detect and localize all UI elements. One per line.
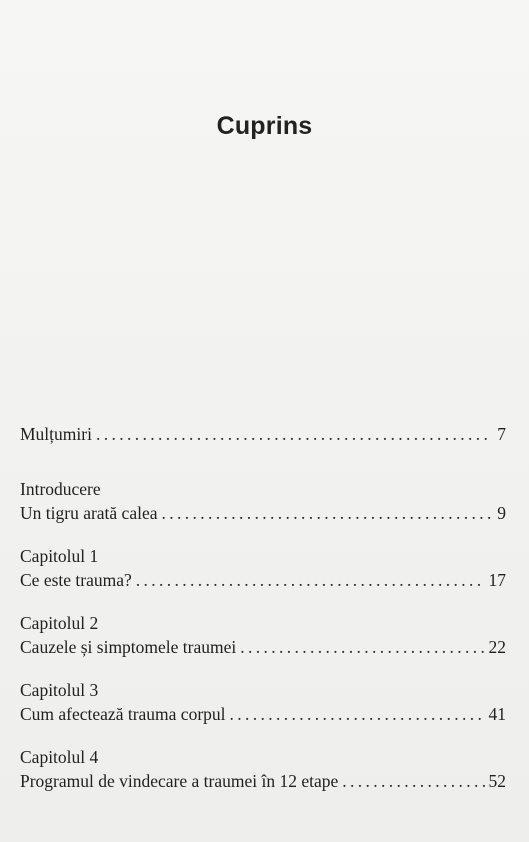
dot-leader xyxy=(96,422,492,446)
toc-page-number: 22 xyxy=(488,637,506,657)
table-of-contents xyxy=(20,422,506,812)
dot-leader xyxy=(230,702,485,726)
toc-entry-title: Cauzele și simptomele traumei xyxy=(20,637,237,657)
toc-chapter-label: Capitolul 1 xyxy=(20,546,99,566)
toc-page-number: 41 xyxy=(488,704,506,724)
toc-line xyxy=(20,702,506,726)
toc-entry-chapter-2 xyxy=(20,611,506,659)
toc-entry-chapter-4 xyxy=(20,745,506,793)
toc-page-number: 17 xyxy=(488,570,506,590)
toc-line xyxy=(20,568,506,592)
toc-entry-chapter-1 xyxy=(20,544,506,592)
toc-line xyxy=(20,635,506,659)
toc-entry-chapter-3 xyxy=(20,678,506,726)
toc-chapter-label: Introducere xyxy=(20,479,101,499)
page-title: Cuprins xyxy=(216,112,313,140)
toc-chapter-label: Capitolul 4 xyxy=(20,747,99,767)
toc-entry-acknowledgements xyxy=(20,422,506,446)
toc-entry-title: Cum afectează trauma corpul xyxy=(20,704,226,724)
dot-leader xyxy=(240,635,484,659)
toc-entry-title: Programul de vindecare a traumei în 12 etape xyxy=(20,771,339,791)
toc-page-number: 7 xyxy=(497,424,506,444)
toc-entry-title: Mulțumiri xyxy=(20,424,92,444)
toc-page-number: 9 xyxy=(497,503,506,523)
toc-entry-title: Ce este trauma? xyxy=(20,570,132,590)
toc-page-number: 52 xyxy=(488,771,506,791)
toc-entry-introduction xyxy=(20,477,506,525)
toc-line xyxy=(20,501,506,525)
toc-line xyxy=(20,769,506,793)
dot-leader xyxy=(136,568,485,592)
toc-chapter-label: Capitolul 2 xyxy=(20,613,99,633)
dot-leader xyxy=(162,501,493,525)
toc-chapter-label: Capitolul 3 xyxy=(20,680,99,700)
toc-line xyxy=(20,422,506,446)
toc-entry-title: Un tigru arată calea xyxy=(20,503,158,523)
dot-leader xyxy=(342,769,484,793)
